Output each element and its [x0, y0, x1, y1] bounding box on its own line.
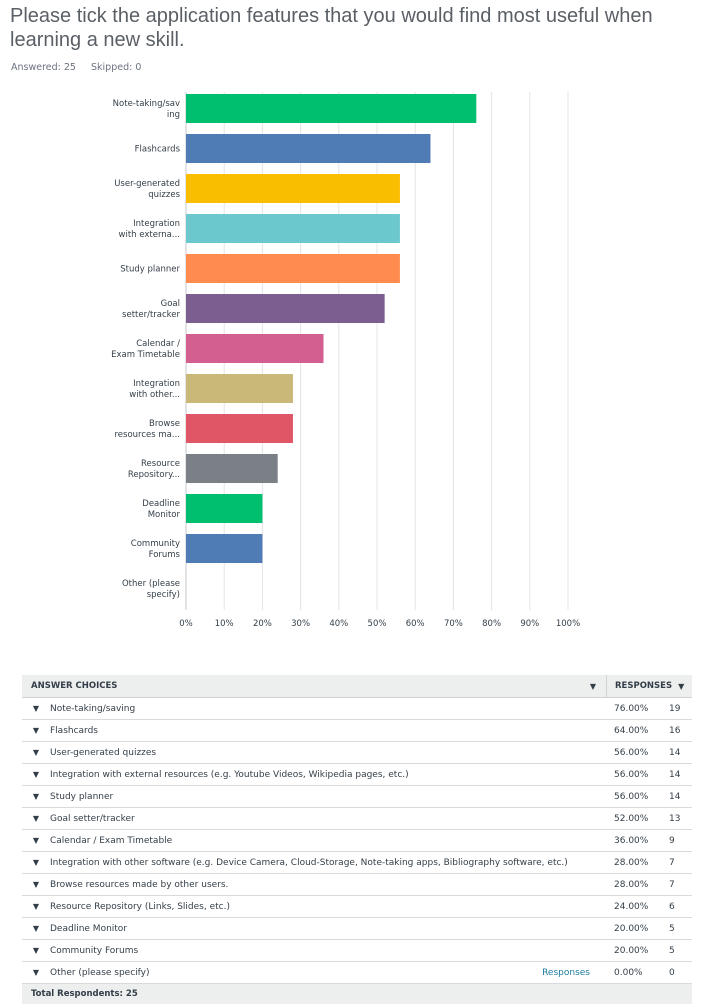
category-label: Deadline Monitor — [142, 499, 180, 520]
answer-choice — [22, 896, 606, 917]
response-percent: 20.00% — [614, 945, 649, 956]
response-percent: 28.00% — [614, 857, 649, 868]
table-header — [22, 675, 692, 698]
total-respondents: Total Respondents: 25 — [22, 984, 692, 1004]
choice-label: Goal setter/tracker — [50, 813, 135, 824]
choice-label: Browse resources made by other users. — [50, 879, 229, 890]
response-stats — [11, 62, 153, 73]
category-label: Other (please specify) — [121, 579, 180, 600]
response-percent: 56.00% — [614, 791, 649, 802]
response-percent: 20.00% — [614, 923, 649, 934]
bar — [186, 214, 400, 243]
category-label: Calendar / Exam Timetable — [111, 339, 180, 360]
expand-caret-icon[interactable]: ▼ — [32, 770, 40, 779]
response-count: 0 — [669, 967, 675, 978]
table-row — [22, 940, 692, 962]
response-count: 5 — [669, 923, 675, 934]
answer-choice — [22, 962, 606, 983]
response-count: 6 — [669, 901, 675, 912]
x-tick-label: 70% — [443, 619, 463, 629]
expand-caret-icon[interactable]: ▼ — [32, 726, 40, 735]
table-row — [22, 742, 692, 764]
choice-label: Community Forums — [50, 945, 139, 956]
response-percent: 36.00% — [614, 835, 649, 846]
bar-chart — [0, 84, 704, 644]
answer-choice — [22, 742, 606, 763]
table-body — [22, 698, 692, 984]
response-percent: 28.00% — [614, 879, 649, 890]
table-row — [22, 720, 692, 742]
choice-label: Integration with other software (e.g. Device Camera, Cloud-Storage, Note-taking apps, Bibliography software, etc.) — [50, 857, 568, 868]
expand-caret-icon[interactable]: ▼ — [32, 748, 40, 757]
response-count: 9 — [669, 835, 675, 846]
table-row — [22, 698, 692, 720]
expand-caret-icon[interactable]: ▼ — [32, 836, 40, 845]
x-tick-label: 80% — [482, 619, 502, 629]
choice-label: Resource Repository (Links, Slides, etc.) — [50, 901, 230, 912]
table-row — [22, 808, 692, 830]
answer-choice — [22, 720, 606, 741]
answer-choice — [22, 874, 606, 895]
x-tick-label: 60% — [405, 619, 425, 629]
x-tick-label: 10% — [214, 619, 234, 629]
question-title: Please tick the application features that you would find most useful when learning a new skill. — [10, 5, 653, 51]
category-label: User-generated quizzes — [114, 179, 180, 200]
x-tick-label: 50% — [367, 619, 387, 629]
category-label: Goal setter/tracker — [122, 299, 180, 320]
x-tick-label: 0% — [179, 619, 193, 629]
response-percent: 24.00% — [614, 901, 649, 912]
sort-choices-icon[interactable]: ▼ — [589, 681, 596, 691]
choice-label: Note-taking/saving — [50, 703, 136, 714]
bar — [186, 134, 430, 163]
answer-choice — [22, 830, 606, 851]
x-tick-label: 30% — [291, 619, 311, 629]
bar — [186, 534, 262, 563]
choice-label: Deadline Monitor — [50, 923, 128, 934]
sort-responses-icon[interactable]: ▼ — [678, 681, 685, 691]
bar — [186, 294, 385, 323]
table-row — [22, 874, 692, 896]
choice-label: Study planner — [50, 791, 114, 802]
table-row — [22, 830, 692, 852]
expand-caret-icon[interactable]: ▼ — [32, 704, 40, 713]
expand-caret-icon[interactable]: ▼ — [32, 858, 40, 867]
table-row — [22, 786, 692, 808]
choice-label: Flashcards — [50, 725, 98, 736]
skipped-count: Skipped: 0 — [91, 62, 142, 73]
response-count: 16 — [669, 725, 681, 736]
responses-header[interactable]: RESPONSES ▼ — [606, 675, 692, 697]
bar — [186, 374, 293, 403]
table-row — [22, 852, 692, 874]
response-count: 14 — [669, 747, 681, 758]
choice-label: Other (please specify) — [50, 967, 150, 978]
category-label: Integration with other... — [129, 379, 180, 400]
category-label: Integration with externa... — [118, 219, 180, 240]
x-tick-label: 40% — [329, 619, 349, 629]
bar — [186, 94, 476, 123]
answer-choices-header[interactable]: ANSWER CHOICES ▼ — [31, 681, 596, 691]
response-count: 14 — [669, 769, 681, 780]
expand-caret-icon[interactable]: ▼ — [32, 946, 40, 955]
table-row — [22, 918, 692, 940]
x-tick-label: 20% — [252, 619, 272, 629]
category-label: Browse resources ma... — [114, 419, 180, 440]
bar — [186, 254, 400, 283]
category-label: Resource Repository... — [127, 459, 180, 480]
response-count: 13 — [669, 813, 681, 824]
x-tick-label: 90% — [520, 619, 540, 629]
answer-choice — [22, 940, 606, 961]
category-label: Community Forums — [130, 539, 180, 560]
response-percent: 56.00% — [614, 769, 649, 780]
expand-caret-icon[interactable]: ▼ — [32, 792, 40, 801]
bar — [186, 454, 278, 483]
expand-caret-icon[interactable]: ▼ — [32, 814, 40, 823]
table-row — [22, 962, 692, 984]
response-percent: 0.00% — [614, 967, 643, 978]
expand-caret-icon[interactable]: ▼ — [32, 968, 40, 977]
response-count: 7 — [669, 857, 675, 868]
category-label: Note-taking/sav ing — [112, 99, 180, 120]
choice-label: Integration with external resources (e.g. Youtube Videos, Wikipedia pages, etc.) — [50, 769, 409, 780]
responses-link[interactable]: Responses — [542, 967, 590, 978]
answer-choice — [22, 852, 606, 873]
category-label: Study planner — [120, 264, 180, 275]
bar — [186, 494, 262, 523]
expand-caret-icon[interactable]: ▼ — [32, 924, 40, 933]
response-percent: 52.00% — [614, 813, 649, 824]
table-row — [22, 764, 692, 786]
bar — [186, 414, 293, 443]
response-count: 14 — [669, 791, 681, 802]
answer-choice — [22, 764, 606, 785]
choice-label: Calendar / Exam Timetable — [50, 835, 173, 846]
response-percent: 56.00% — [614, 747, 649, 758]
response-count: 19 — [669, 703, 681, 714]
category-label: Flashcards — [134, 144, 180, 155]
response-count: 7 — [669, 879, 675, 890]
response-percent: 64.00% — [614, 725, 649, 736]
expand-caret-icon[interactable]: ▼ — [32, 880, 40, 889]
choice-label: User-generated quizzes — [50, 747, 157, 758]
answered-count: Answered: 25 — [11, 62, 76, 73]
answer-choice — [22, 698, 606, 719]
bar — [186, 334, 324, 363]
answer-choice — [22, 808, 606, 829]
response-count: 5 — [669, 945, 675, 956]
answer-choice — [22, 918, 606, 939]
answer-choice — [22, 786, 606, 807]
bar — [186, 174, 400, 203]
response-percent: 76.00% — [614, 703, 649, 714]
table-row — [22, 896, 692, 918]
results-table — [22, 675, 692, 1004]
x-tick-label: 100% — [555, 619, 581, 629]
expand-caret-icon[interactable]: ▼ — [32, 902, 40, 911]
